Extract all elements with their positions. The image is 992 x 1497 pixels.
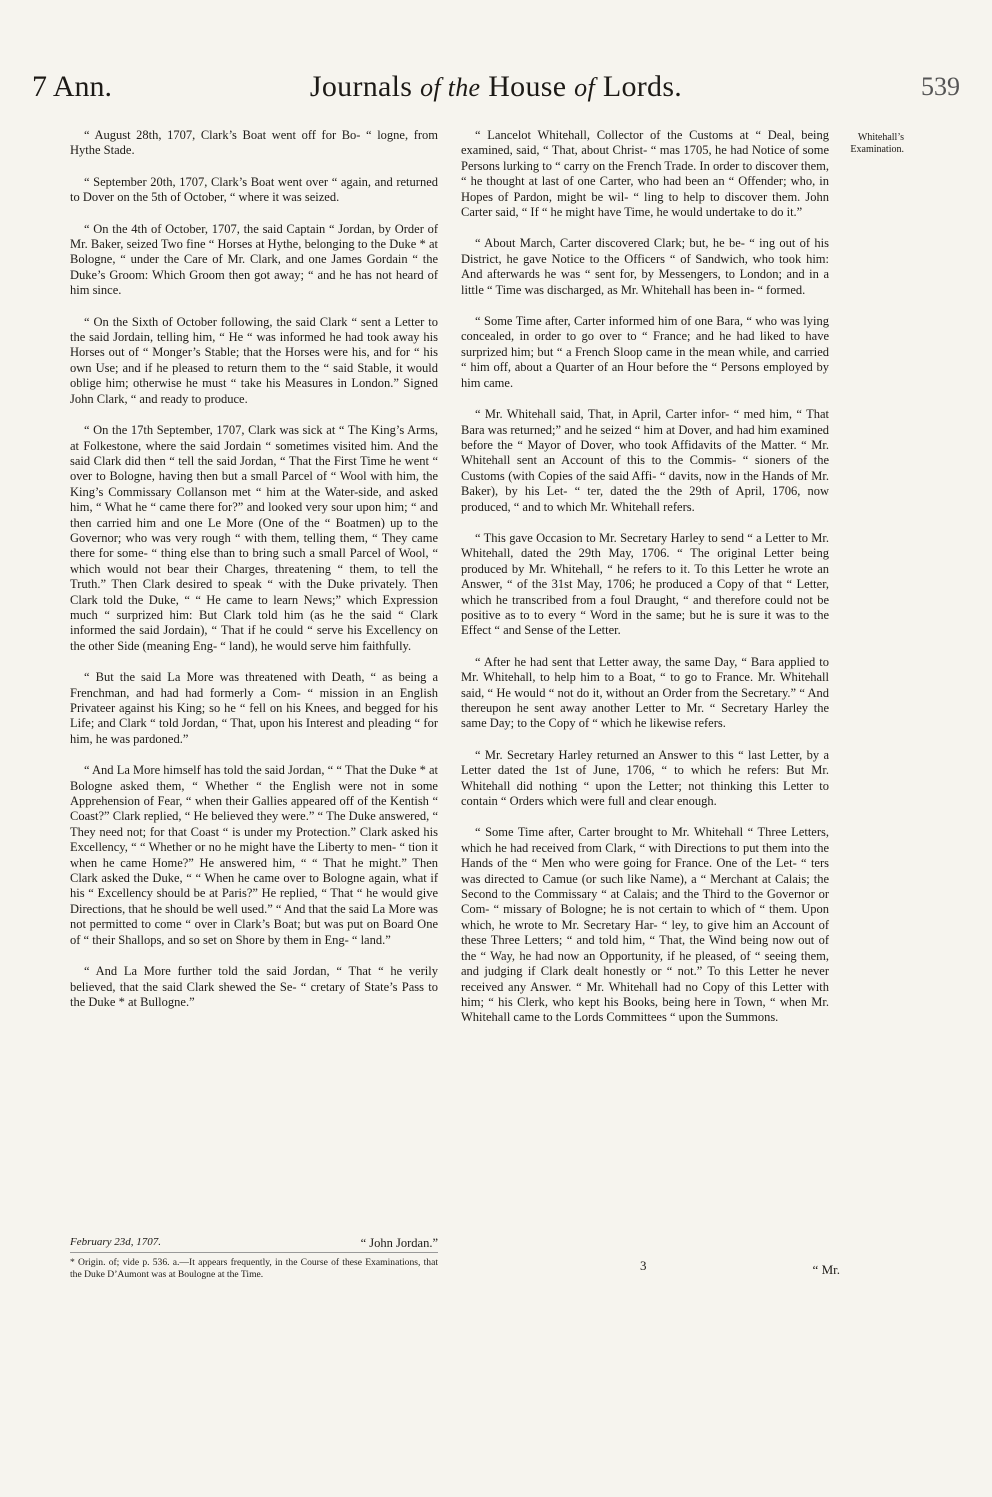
paragraph: “ After he had sent that Letter away, the same Day, “ Bara applied to Mr. Whitehall, to help him to a Boat, “ to go to France. Mr. Whitehall said, “ He would “ not do it, without an Order from the Secretary.” “ And thereupon he sent away another Letter to Mr. “ Secretary Harley the same Day; to the Copy of “ which he likewise refers. — [461, 654, 829, 731]
running-title: Journals of the House of Lords. — [309, 70, 683, 103]
paragraph: “ Some Time after, Carter brought to Mr. Whitehall “ Three Letters, which he had received from Clark, “ with Directions to put them into the Hands of the “ Men who were going for France. One of the Let- “ ters was directed to Camue (or such like Name), a “ Merchant at Calais; the Second to the Commissary “ at Calais; and the Third to the Governor or Com- “ missary of Bologne; he is not certain to which of “ them. Upon which, he wrote to Mr. Secretary Har- “ ley, to give him an Account of these Three Letters; “ and told him, “ That, the Wind being now out of the “ Way, he had now an Opportunity, if he pleased, of “ seeing them, and judging if Clark dealt honestly or “ not.” To this Letter he never received any Answer. “ Mr. Whitehall had no Copy of this Letter with him; “ his Clerk, who kept his Books, being here in Town, “ when Mr. Whitehall came to the Lords Committees “ upon the Summons. — [461, 825, 829, 1025]
signature-mark: 3 — [640, 1258, 647, 1273]
paragraph: “ Mr. Whitehall said, That, in April, Carter infor- “ med him, “ That Bara was returned;” and he seized “ him at Dover, and had him examined before the “ Mayor of Dover, who took Affidavits of the Matter. “ Mr. Whitehall sent an Account of this to the Commis- “ sioners of the Customs (with Copies of the said Affi- “ davits, now in the Hands of Mr. Baker), by his Let- “ ter, dated the the 29th of April, 1706, now produced, “ and to which Mr. Whitehall refers. — [461, 407, 829, 514]
paragraph: “ But the said La More was threatened with Death, “ as being a Frenchman, and had had formerly a Com- “ mission in an English Privateer against his King; so he “ fell on his Knees, and begged for his Life; and Clark “ told Jordan, “ That, upon his Interest and pleading “ for him, he was pardoned.” — [70, 670, 438, 746]
paragraph: “ And La More himself has told the said Jordan, “ “ That the Duke * at Bologne asked them, “ Whether “ the English were not in some Apprehension of Fear, “ when their Gallies appeared off of the Kentish “ Coast?” Clark replied, “ He believed they were.” “ The Duke answered, “ They need not; for that Coast “ is under my Protection.” Clark asked his Excellency, “ “ Whether or no he might have the Liberty to men- “ tion it when he came Home?” He answered him, “ “ That he might.” Then Clark asked the Duke, “ “ When he came over to Bologne again, what if his “ Excellency should be at Paris?” He replied, “ That “ he would give Directions, that he should be well used.” “ And that the said La More was not permitted to come “ over in Clark’s Boat; but was put on Board One of “ their Shallops, and so set on Shore by them in Eng- “ land.” — [70, 763, 438, 947]
regnal-year: 7 Ann. — [32, 70, 113, 103]
paragraph: “ Lancelot Whitehall, Collector of the Customs at “ Deal, being examined, said, “ That, about Christ- “ mas 1705, he had Notice of some Persons lurking to “ carry on the French Trade. In order to discover them, “ he thought at last of one Carter, who had been an “ Offender; who, in Hopes of Pardon, might be wil- “ ling to help to discover them. John Carter said, “ If “ he might have Time, he would undertake to do it.” — [461, 128, 829, 220]
paragraph: “ On the 17th September, 1707, Clark was sick at “ The King’s Arms, at Folkestone, where the said Jordain “ sometimes visited him. And the said Clark did then “ tell the said Jordan, “ That the First Time he went “ over to Bologne, having then but a small Parcel of “ Wool with him, the King’s Commissary Collanson met “ him at the Water-side, and asked him, “ What he “ came there for?” and looked very sour upon him; “ and then carried him and one Le More (One of the “ Boatmen) up to the Governor; who was very rough “ with them, telling them, “ They came there for some- “ thing else than to bring such a small Parcel of Wool, “ which would not bear their Charges, threatening “ them, to tell the Truth.” Then Clark desired to speak “ with the Duke privately. Then Clark told the Duke, “ “ He came to learn News;” which Expression much “ surprized him: But Clark told him (as he the said “ Clark informed the said Jordain), “ That if he could “ serve his Excellency on the other Side (meaning Eng- “ land), he would serve him faithfully. — [70, 423, 438, 653]
footnote: * Origin. of; vide p. 536. a.—It appears frequently, in the Course of these Examinations, that the Duke D’Aumont was at Boulogne at the Time. — [70, 1252, 438, 1280]
paragraph: “ Mr. Secretary Harley returned an Answer to this “ last Letter, by a Letter dated the 1st of June, 1706, “ to which he refers: But Mr. Whitehall did nothing “ upon the Letter; not thinking this Letter to contain “ Orders which were full and clear enough. — [461, 747, 829, 809]
paragraph: “ On the 4th of October, 1707, the said Captain “ Jordan, by Order of Mr. Baker, seized Two fine “ Horses at Hythe, belonging to the Duke * at Bologne, “ under the Care of Mr. Clark, and one James Gordain “ the Duke’s Groom: Which Groom then got away; “ and he has not heard of him since. — [70, 221, 438, 298]
left-column — [70, 128, 438, 1010]
signature: “ John Jordan.” — [360, 1236, 438, 1250]
page-number: 539 — [921, 72, 960, 101]
margin-note: Whitehall’s Examination. — [850, 132, 904, 155]
paragraph: “ And La More further told the said Jordan, “ That “ he verily believed, that the said Clark shewed the Se- “ cretary of State’s Pass to the Duke * at Bullogne.” — [70, 964, 438, 1009]
paragraph: “ September 20th, 1707, Clark’s Boat went over “ again, and returned to Dover on the 5th of October, “ where it was seized. — [70, 174, 438, 205]
page-header — [32, 70, 960, 110]
paragraph: “ This gave Occasion to Mr. Secretary Harley to send “ a Letter to Mr. Whitehall, dated the 29th May, 1706. “ The original Letter being produced by Mr. Whitehall, “ he refers to it. To this Letter he wrote an Answer, “ of the 31st May, 1706; he produced a Copy of that “ Letter, which he transcribed from a foul Draught, “ and therefore could not be positive as to to every “ Word in the same; but he is sure it was to the Effect “ and Sense of the Letter. — [461, 530, 829, 638]
paragraph: “ August 28th, 1707, Clark’s Boat went off for Bo- “ logne, from Hythe Stade. — [70, 128, 438, 158]
paragraph: “ About March, Carter discovered Clark; but, he be- “ ing out of his District, he gave Notice to the Officers “ of Sandwich, who took him: And afterwards he was “ sent for, by Messengers, to London; and in a little “ Time was discharged, as Mr. Whitehall has been in- “ formed. — [461, 236, 829, 297]
right-column — [461, 128, 829, 1026]
paragraph: “ Some Time after, Carter informed him of one Bara, “ who was lying concealed, in order to go over to “ France; and he had liked to have surprized him; but “ a French Sloop came in the mean while, and carried “ him off, about a Quarter of an Hour before the “ Persons employed by him came. — [461, 314, 829, 390]
date: February 23d, 1707. — [70, 1236, 162, 1248]
catchword: “ Mr. — [812, 1262, 840, 1277]
paragraph: “ On the Sixth of October following, the said Clark “ sent a Letter to the said Jordain, telling him, “ He “ was informed he had took away his Horses out of “ Monger’s Stable; that the Horses were his, and for “ his own Use; and if he pleased to return them to the “ said Stable, it would oblige him; otherwise he must “ take his Measures in London.” Signed John Clark, “ and ready to produce. — [70, 314, 438, 406]
